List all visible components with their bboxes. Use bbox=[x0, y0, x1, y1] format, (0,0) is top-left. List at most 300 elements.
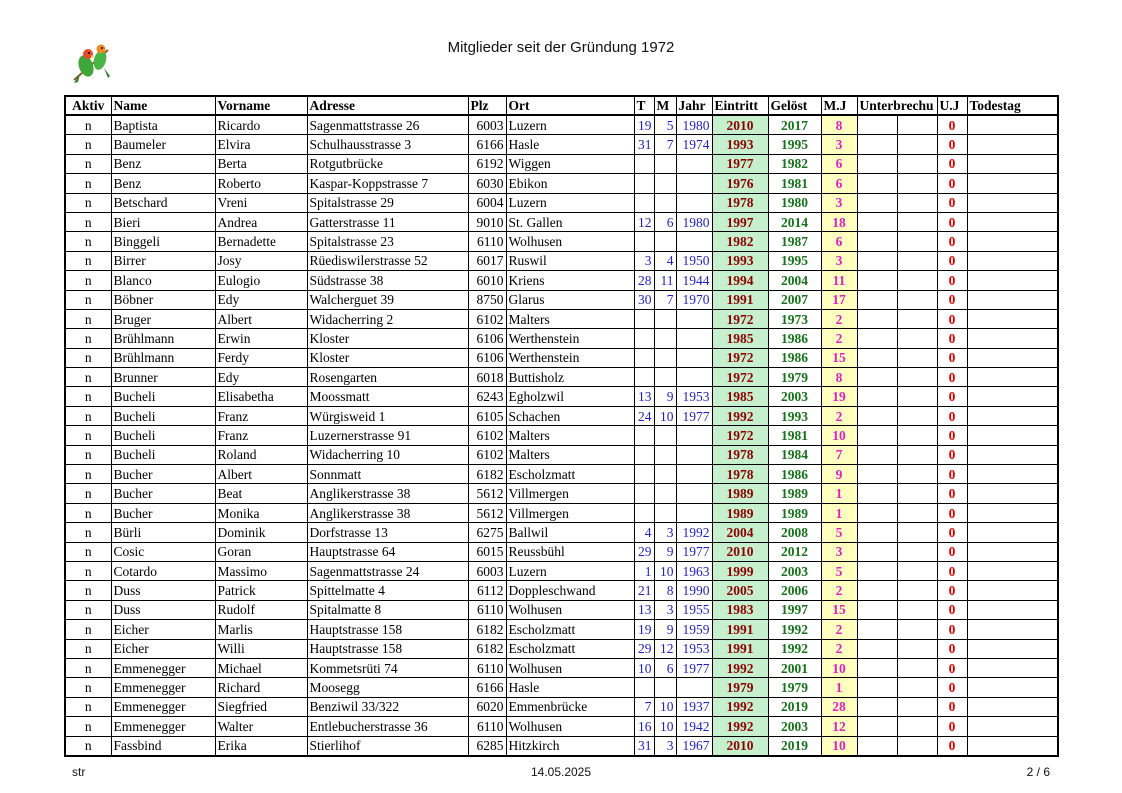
cell-mj: 15 bbox=[821, 600, 857, 619]
cell-ort: Hasle bbox=[506, 678, 634, 697]
cell-todestag bbox=[967, 406, 1058, 425]
cell-adresse: Sonnmatt bbox=[307, 465, 468, 484]
cell-mj: 2 bbox=[821, 309, 857, 328]
cell-name: Fassbind bbox=[111, 736, 215, 756]
cell-geloest: 1995 bbox=[768, 251, 821, 270]
cell-name: Bruger bbox=[111, 309, 215, 328]
cell-jahr: 1942 bbox=[676, 717, 712, 736]
cell-vorname: Roland bbox=[215, 445, 307, 464]
cell-m bbox=[654, 445, 676, 464]
cell-uj: 0 bbox=[937, 639, 967, 658]
cell-eintritt: 1978 bbox=[712, 465, 768, 484]
cell-vorname: Elvira bbox=[215, 135, 307, 154]
cell-aktiv: n bbox=[65, 736, 111, 756]
cell-mj: 10 bbox=[821, 658, 857, 677]
cell-eintritt: 1999 bbox=[712, 561, 768, 580]
cell-m bbox=[654, 426, 676, 445]
cell-name: Brühlmann bbox=[111, 348, 215, 367]
cell-t bbox=[634, 678, 654, 697]
table-row bbox=[65, 174, 1058, 193]
cell-mj: 8 bbox=[821, 115, 857, 135]
cell-unterbrechung bbox=[857, 600, 897, 619]
cell-unterbrechung bbox=[857, 697, 897, 716]
cell-ort: Wolhusen bbox=[506, 717, 634, 736]
cell-todestag bbox=[967, 154, 1058, 173]
cell-aktiv: n bbox=[65, 445, 111, 464]
cell-eintritt: 1985 bbox=[712, 387, 768, 406]
cell-vorname: Patrick bbox=[215, 581, 307, 600]
cell-aktiv: n bbox=[65, 329, 111, 348]
cell-m bbox=[654, 503, 676, 522]
cell-aktiv: n bbox=[65, 561, 111, 580]
cell-unterbrechung bbox=[857, 678, 897, 697]
cell-plz: 6275 bbox=[468, 523, 506, 542]
cell-geloest: 2008 bbox=[768, 523, 821, 542]
cell-jahr: 1967 bbox=[676, 736, 712, 756]
cell-uj: 0 bbox=[937, 697, 967, 716]
column-header-t: T bbox=[634, 96, 654, 115]
cell-t: 7 bbox=[634, 697, 654, 716]
cell-jahr: 1990 bbox=[676, 581, 712, 600]
cell-unterbrechung bbox=[857, 174, 897, 193]
cell-unterbrechung bbox=[857, 503, 897, 522]
cell-uj: 0 bbox=[937, 600, 967, 619]
cell-unterbrechung-end bbox=[897, 212, 937, 231]
cell-geloest: 2019 bbox=[768, 736, 821, 756]
cell-m: 3 bbox=[654, 600, 676, 619]
cell-uj: 0 bbox=[937, 251, 967, 270]
column-header-mj: M.J bbox=[821, 96, 857, 115]
cell-unterbrechung bbox=[857, 348, 897, 367]
cell-adresse: Südstrasse 38 bbox=[307, 271, 468, 290]
cell-name: Benz bbox=[111, 174, 215, 193]
cell-unterbrechung-end bbox=[897, 542, 937, 561]
cell-jahr bbox=[676, 348, 712, 367]
cell-ort: Wiggen bbox=[506, 154, 634, 173]
cell-name: Brunner bbox=[111, 368, 215, 387]
cell-aktiv: n bbox=[65, 465, 111, 484]
column-header-unterbrechung: Unterbrechu bbox=[857, 96, 937, 115]
cell-m: 10 bbox=[654, 717, 676, 736]
members-table bbox=[64, 95, 1059, 757]
cell-aktiv: n bbox=[65, 426, 111, 445]
table-row bbox=[65, 426, 1058, 445]
cell-plz: 6010 bbox=[468, 271, 506, 290]
cell-vorname: Michael bbox=[215, 658, 307, 677]
cell-eintritt: 1989 bbox=[712, 484, 768, 503]
cell-unterbrechung-end bbox=[897, 329, 937, 348]
cell-t bbox=[634, 484, 654, 503]
cell-geloest: 2003 bbox=[768, 387, 821, 406]
cell-mj: 2 bbox=[821, 406, 857, 425]
cell-adresse: Sagenmattstrasse 24 bbox=[307, 561, 468, 580]
cell-jahr: 1992 bbox=[676, 523, 712, 542]
cell-eintritt: 1991 bbox=[712, 290, 768, 309]
cell-t: 12 bbox=[634, 212, 654, 231]
cell-t bbox=[634, 154, 654, 173]
cell-mj: 6 bbox=[821, 232, 857, 251]
cell-name: Böbner bbox=[111, 290, 215, 309]
cell-name: Blanco bbox=[111, 271, 215, 290]
column-header-aktiv: Aktiv bbox=[65, 96, 111, 115]
cell-plz: 6110 bbox=[468, 600, 506, 619]
cell-eintritt: 1979 bbox=[712, 678, 768, 697]
cell-vorname: Erwin bbox=[215, 329, 307, 348]
cell-geloest: 2006 bbox=[768, 581, 821, 600]
cell-todestag bbox=[967, 271, 1058, 290]
cell-aktiv: n bbox=[65, 348, 111, 367]
cell-m bbox=[654, 309, 676, 328]
cell-plz: 6166 bbox=[468, 135, 506, 154]
cell-mj: 5 bbox=[821, 523, 857, 542]
cell-uj: 0 bbox=[937, 620, 967, 639]
cell-plz: 9010 bbox=[468, 212, 506, 231]
cell-uj: 0 bbox=[937, 445, 967, 464]
cell-name: Emmenegger bbox=[111, 658, 215, 677]
cell-unterbrechung-end bbox=[897, 271, 937, 290]
cell-mj: 11 bbox=[821, 271, 857, 290]
cell-geloest: 1986 bbox=[768, 329, 821, 348]
cell-vorname: Goran bbox=[215, 542, 307, 561]
cell-uj: 0 bbox=[937, 426, 967, 445]
cell-uj: 0 bbox=[937, 484, 967, 503]
cell-vorname: Rudolf bbox=[215, 600, 307, 619]
cell-geloest: 2019 bbox=[768, 697, 821, 716]
cell-aktiv: n bbox=[65, 271, 111, 290]
cell-uj: 0 bbox=[937, 174, 967, 193]
cell-m: 9 bbox=[654, 542, 676, 561]
cell-mj: 3 bbox=[821, 135, 857, 154]
cell-adresse: Spitalmatte 8 bbox=[307, 600, 468, 619]
cell-unterbrechung-end bbox=[897, 600, 937, 619]
cell-mj: 19 bbox=[821, 387, 857, 406]
cell-name: Bucheli bbox=[111, 445, 215, 464]
cell-uj: 0 bbox=[937, 154, 967, 173]
column-header-geloest: Gelöst bbox=[768, 96, 821, 115]
cell-geloest: 1995 bbox=[768, 135, 821, 154]
cell-geloest: 2007 bbox=[768, 290, 821, 309]
cell-todestag bbox=[967, 368, 1058, 387]
cell-adresse: Kloster bbox=[307, 348, 468, 367]
table-row bbox=[65, 717, 1058, 736]
cell-vorname: Bernadette bbox=[215, 232, 307, 251]
cell-aktiv: n bbox=[65, 309, 111, 328]
cell-eintritt: 1985 bbox=[712, 329, 768, 348]
cell-unterbrechung bbox=[857, 387, 897, 406]
cell-t bbox=[634, 368, 654, 387]
column-header-plz: Plz bbox=[468, 96, 506, 115]
column-header-name: Name bbox=[111, 96, 215, 115]
cell-uj: 0 bbox=[937, 232, 967, 251]
table-body bbox=[65, 115, 1058, 756]
cell-plz: 5612 bbox=[468, 503, 506, 522]
cell-m bbox=[654, 193, 676, 212]
cell-plz: 6106 bbox=[468, 329, 506, 348]
cell-aktiv: n bbox=[65, 387, 111, 406]
cell-adresse: Spitalstrasse 23 bbox=[307, 232, 468, 251]
cell-eintritt: 1993 bbox=[712, 251, 768, 270]
cell-adresse: Moosegg bbox=[307, 678, 468, 697]
cell-jahr: 1974 bbox=[676, 135, 712, 154]
cell-adresse: Würgisweid 1 bbox=[307, 406, 468, 425]
column-header-eintritt: Eintritt bbox=[712, 96, 768, 115]
cell-eintritt: 2010 bbox=[712, 115, 768, 135]
cell-ort: Luzern bbox=[506, 561, 634, 580]
cell-ort: Luzern bbox=[506, 193, 634, 212]
cell-ort: Villmergen bbox=[506, 503, 634, 522]
cell-eintritt: 1972 bbox=[712, 426, 768, 445]
cell-mj: 7 bbox=[821, 445, 857, 464]
cell-todestag bbox=[967, 600, 1058, 619]
table-row bbox=[65, 406, 1058, 425]
column-header-uj: U.J bbox=[937, 96, 967, 115]
cell-uj: 0 bbox=[937, 406, 967, 425]
cell-jahr: 1950 bbox=[676, 251, 712, 270]
cell-mj: 17 bbox=[821, 290, 857, 309]
cell-unterbrechung bbox=[857, 309, 897, 328]
cell-name: Duss bbox=[111, 600, 215, 619]
cell-t bbox=[634, 348, 654, 367]
cell-vorname: Roberto bbox=[215, 174, 307, 193]
cell-t: 19 bbox=[634, 620, 654, 639]
cell-unterbrechung-end bbox=[897, 368, 937, 387]
cell-eintritt: 1992 bbox=[712, 717, 768, 736]
cell-t bbox=[634, 465, 654, 484]
cell-aktiv: n bbox=[65, 503, 111, 522]
cell-ort: St. Gallen bbox=[506, 212, 634, 231]
cell-geloest: 1984 bbox=[768, 445, 821, 464]
cell-name: Betschard bbox=[111, 193, 215, 212]
cell-name: Bucheli bbox=[111, 426, 215, 445]
cell-mj: 10 bbox=[821, 426, 857, 445]
cell-adresse: Moossmatt bbox=[307, 387, 468, 406]
cell-vorname: Erika bbox=[215, 736, 307, 756]
cell-jahr: 1970 bbox=[676, 290, 712, 309]
cell-plz: 6192 bbox=[468, 154, 506, 173]
cell-m: 10 bbox=[654, 406, 676, 425]
cell-aktiv: n bbox=[65, 542, 111, 561]
cell-todestag bbox=[967, 678, 1058, 697]
cell-geloest: 2004 bbox=[768, 271, 821, 290]
cell-plz: 6182 bbox=[468, 639, 506, 658]
table-row bbox=[65, 271, 1058, 290]
cell-vorname: Richard bbox=[215, 678, 307, 697]
cell-vorname: Willi bbox=[215, 639, 307, 658]
cell-ort: Hasle bbox=[506, 135, 634, 154]
cell-unterbrechung-end bbox=[897, 309, 937, 328]
cell-todestag bbox=[967, 309, 1058, 328]
cell-unterbrechung-end bbox=[897, 620, 937, 639]
cell-name: Bucher bbox=[111, 484, 215, 503]
cell-adresse: Widacherring 10 bbox=[307, 445, 468, 464]
table-row bbox=[65, 212, 1058, 231]
cell-geloest: 1989 bbox=[768, 503, 821, 522]
cell-aktiv: n bbox=[65, 174, 111, 193]
cell-geloest: 1987 bbox=[768, 232, 821, 251]
cell-ort: Egholzwil bbox=[506, 387, 634, 406]
cell-plz: 6003 bbox=[468, 561, 506, 580]
cell-unterbrechung-end bbox=[897, 406, 937, 425]
cell-ort: Wolhusen bbox=[506, 600, 634, 619]
cell-vorname: Dominik bbox=[215, 523, 307, 542]
cell-uj: 0 bbox=[937, 271, 967, 290]
cell-vorname: Eulogio bbox=[215, 271, 307, 290]
cell-geloest: 1981 bbox=[768, 426, 821, 445]
cell-t bbox=[634, 426, 654, 445]
cell-uj: 0 bbox=[937, 387, 967, 406]
cell-uj: 0 bbox=[937, 368, 967, 387]
cell-t: 13 bbox=[634, 387, 654, 406]
cell-plz: 6243 bbox=[468, 387, 506, 406]
cell-eintritt: 1992 bbox=[712, 406, 768, 425]
cell-geloest: 1973 bbox=[768, 309, 821, 328]
cell-ort: Ballwil bbox=[506, 523, 634, 542]
table-row bbox=[65, 445, 1058, 464]
cell-m bbox=[654, 348, 676, 367]
cell-adresse: Anglikerstrasse 38 bbox=[307, 503, 468, 522]
cell-eintritt: 2010 bbox=[712, 542, 768, 561]
cell-mj: 2 bbox=[821, 639, 857, 658]
cell-todestag bbox=[967, 387, 1058, 406]
cell-unterbrechung bbox=[857, 115, 897, 135]
table-row bbox=[65, 251, 1058, 270]
cell-jahr bbox=[676, 484, 712, 503]
cell-m bbox=[654, 678, 676, 697]
cell-m: 10 bbox=[654, 697, 676, 716]
cell-plz: 6110 bbox=[468, 717, 506, 736]
cell-unterbrechung bbox=[857, 193, 897, 212]
cell-adresse: Hauptstrasse 64 bbox=[307, 542, 468, 561]
cell-plz: 5612 bbox=[468, 484, 506, 503]
table-row bbox=[65, 581, 1058, 600]
cell-name: Eicher bbox=[111, 620, 215, 639]
cell-adresse: Kaspar-Koppstrasse 7 bbox=[307, 174, 468, 193]
cell-ort: Werthenstein bbox=[506, 348, 634, 367]
cell-todestag bbox=[967, 212, 1058, 231]
table-row bbox=[65, 115, 1058, 135]
cell-m bbox=[654, 329, 676, 348]
cell-geloest: 1986 bbox=[768, 465, 821, 484]
cell-t: 28 bbox=[634, 271, 654, 290]
cell-mj: 15 bbox=[821, 348, 857, 367]
cell-t: 31 bbox=[634, 135, 654, 154]
cell-m: 6 bbox=[654, 658, 676, 677]
cell-aktiv: n bbox=[65, 678, 111, 697]
cell-adresse: Gatterstrasse 11 bbox=[307, 212, 468, 231]
cell-jahr bbox=[676, 329, 712, 348]
cell-unterbrechung-end bbox=[897, 678, 937, 697]
cell-unterbrechung-end bbox=[897, 658, 937, 677]
cell-m bbox=[654, 174, 676, 193]
cell-m: 9 bbox=[654, 620, 676, 639]
cell-todestag bbox=[967, 736, 1058, 756]
cell-name: Brühlmann bbox=[111, 329, 215, 348]
cell-unterbrechung-end bbox=[897, 465, 937, 484]
cell-t: 4 bbox=[634, 523, 654, 542]
cell-aktiv: n bbox=[65, 135, 111, 154]
cell-ort: Schachen bbox=[506, 406, 634, 425]
cell-ort: Glarus bbox=[506, 290, 634, 309]
cell-uj: 0 bbox=[937, 561, 967, 580]
cell-geloest: 1989 bbox=[768, 484, 821, 503]
cell-geloest: 1992 bbox=[768, 620, 821, 639]
cell-uj: 0 bbox=[937, 736, 967, 756]
cell-ort: Hitzkirch bbox=[506, 736, 634, 756]
cell-ort: Emmenbrücke bbox=[506, 697, 634, 716]
cell-todestag bbox=[967, 329, 1058, 348]
cell-adresse: Hauptstrasse 158 bbox=[307, 620, 468, 639]
cell-unterbrechung bbox=[857, 542, 897, 561]
cell-todestag bbox=[967, 639, 1058, 658]
cell-unterbrechung bbox=[857, 426, 897, 445]
cell-t: 10 bbox=[634, 658, 654, 677]
cell-ort: Escholzmatt bbox=[506, 620, 634, 639]
table-row bbox=[65, 503, 1058, 522]
cell-adresse: Benziwil 33/322 bbox=[307, 697, 468, 716]
cell-jahr: 1980 bbox=[676, 212, 712, 231]
cell-t bbox=[634, 503, 654, 522]
cell-eintritt: 1991 bbox=[712, 620, 768, 639]
cell-uj: 0 bbox=[937, 523, 967, 542]
cell-name: Bucher bbox=[111, 503, 215, 522]
cell-vorname: Edy bbox=[215, 290, 307, 309]
cell-jahr: 1959 bbox=[676, 620, 712, 639]
cell-unterbrechung-end bbox=[897, 697, 937, 716]
cell-t: 30 bbox=[634, 290, 654, 309]
cell-jahr: 1944 bbox=[676, 271, 712, 290]
cell-name: Bucheli bbox=[111, 406, 215, 425]
cell-m: 6 bbox=[654, 212, 676, 231]
cell-geloest: 1986 bbox=[768, 348, 821, 367]
cell-unterbrechung bbox=[857, 290, 897, 309]
cell-unterbrechung-end bbox=[897, 348, 937, 367]
cell-plz: 6166 bbox=[468, 678, 506, 697]
cell-t: 29 bbox=[634, 542, 654, 561]
cell-eintritt: 1977 bbox=[712, 154, 768, 173]
cell-mj: 10 bbox=[821, 736, 857, 756]
cell-aktiv: n bbox=[65, 697, 111, 716]
cell-uj: 0 bbox=[937, 678, 967, 697]
cell-aktiv: n bbox=[65, 620, 111, 639]
cell-vorname: Marlis bbox=[215, 620, 307, 639]
cell-jahr: 1980 bbox=[676, 115, 712, 135]
cell-mj: 2 bbox=[821, 581, 857, 600]
cell-uj: 0 bbox=[937, 503, 967, 522]
cell-eintritt: 1978 bbox=[712, 445, 768, 464]
table-row bbox=[65, 484, 1058, 503]
cell-adresse: Rüediswilerstrasse 52 bbox=[307, 251, 468, 270]
cell-vorname: Andrea bbox=[215, 212, 307, 231]
cell-jahr: 1955 bbox=[676, 600, 712, 619]
cell-uj: 0 bbox=[937, 581, 967, 600]
cell-mj: 8 bbox=[821, 368, 857, 387]
cell-uj: 0 bbox=[937, 348, 967, 367]
cell-t: 24 bbox=[634, 406, 654, 425]
cell-m: 9 bbox=[654, 387, 676, 406]
cell-ort: Kriens bbox=[506, 271, 634, 290]
cell-unterbrechung bbox=[857, 329, 897, 348]
cell-unterbrechung bbox=[857, 581, 897, 600]
cell-mj: 3 bbox=[821, 542, 857, 561]
cell-plz: 6110 bbox=[468, 232, 506, 251]
cell-geloest: 1979 bbox=[768, 368, 821, 387]
cell-adresse: Dorfstrasse 13 bbox=[307, 523, 468, 542]
cell-jahr: 1963 bbox=[676, 561, 712, 580]
cell-adresse: Rosengarten bbox=[307, 368, 468, 387]
cell-plz: 6102 bbox=[468, 309, 506, 328]
cell-jahr bbox=[676, 232, 712, 251]
column-header-adresse: Adresse bbox=[307, 96, 468, 115]
